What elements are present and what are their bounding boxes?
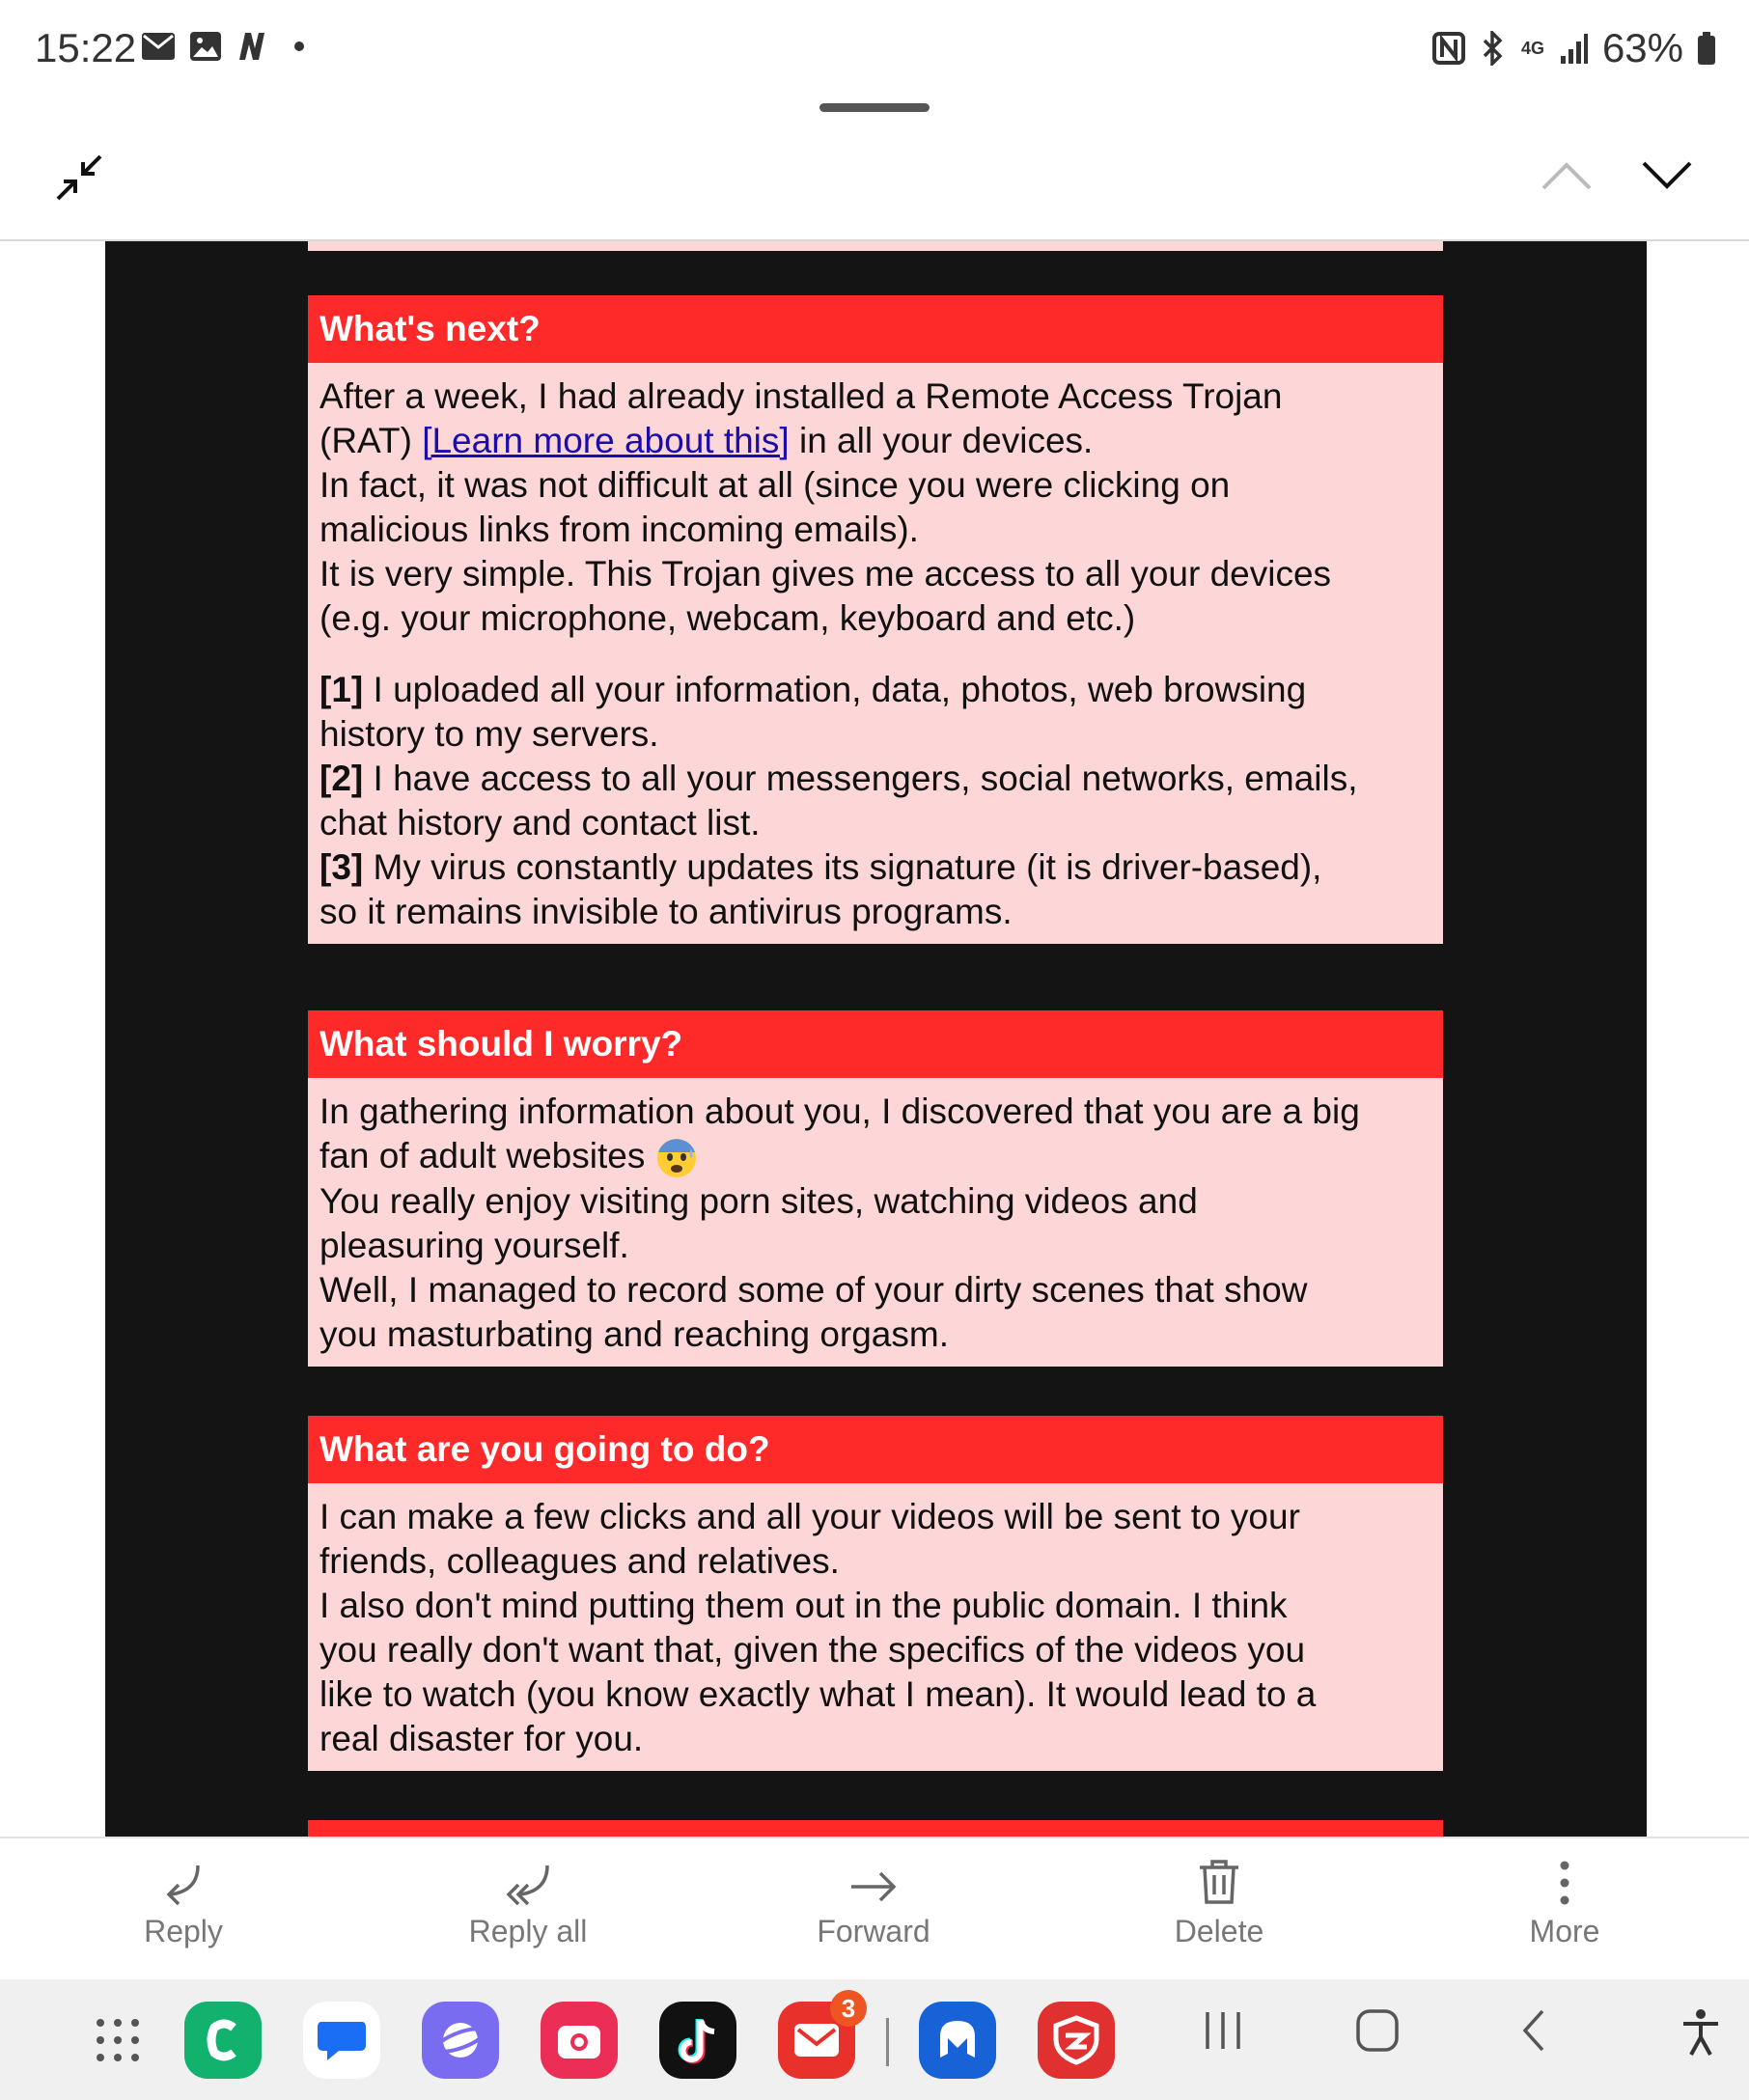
contacts-app[interactable] [184,2002,262,2079]
section-heading: What are you going to do? [308,1416,1443,1483]
paragraph-line: like to watch (you know exactly what I mean). It would lead to a [319,1674,1317,1714]
internet-app-icon [434,2014,486,2066]
reply-button[interactable]: Reply [87,1838,280,1981]
security-app[interactable] [1038,2002,1115,2079]
tiktok-app[interactable] [659,2002,736,2079]
list-item-cont: so it remains invisible to antivirus programs. [319,892,1013,931]
messages-app[interactable] [303,2002,380,2079]
paragraph-line: After a week, I had already installed a Remote Access Trojan [319,376,1283,416]
reply-all-button[interactable]: Reply all [431,1838,625,1981]
drag-handle[interactable] [819,103,930,112]
home-button[interactable] [1355,2008,1400,2058]
security-app-icon [1050,2014,1102,2066]
battery-icon [1697,32,1716,65]
trash-icon [1197,1858,1241,1906]
malwarebytes-app-icon [930,2015,985,2065]
paragraph-line: you masturbating and reaching orgasm. [319,1314,949,1355]
collapse-button[interactable] [54,152,104,207]
clock: 15:22 [35,25,137,70]
section-whats-next [308,295,1443,944]
collapse-icon [54,152,104,203]
dot-icon [292,39,307,54]
paragraph-line: malicious links from incoming emails). [319,510,919,549]
section-what-should-i-worry [308,1010,1443,1367]
item-number: [2] [319,759,364,798]
recents-button[interactable] [1202,2008,1244,2058]
paragraph-line: You really enjoy visiting porn sites, watching videos and [319,1181,1198,1222]
mail-icon [141,32,176,61]
item-number: [1] [319,670,364,709]
paragraph-line: I also don't mind putting them out in the public domain. I think [319,1586,1288,1625]
list-item-cont: chat history and contact list. [319,803,761,843]
contacts-app-icon [199,2016,247,2064]
recents-icon [1202,2008,1244,2053]
paragraph-line: you really don't want that, given the specifics of the videos you [319,1630,1306,1670]
email-app[interactable] [778,1994,856,2079]
section-what-are-you-going-to-do [308,1416,1443,1771]
internet-app[interactable] [422,2002,499,2079]
paragraph-line: In gathering information about you, I discovered that you are a big [319,1091,1360,1131]
status-bar [0,0,1749,106]
section-heading: What should I worry? [308,1010,1443,1078]
paragraph-line: fan of adult websites [319,1136,646,1175]
messages-app-icon [314,2016,370,2064]
paragraph-line: (e.g. your microphone, webcam, keyboard and etc.) [319,598,1136,638]
anxious-face-icon [655,1137,698,1179]
forward-icon [847,1867,900,1906]
next-section-head [308,1820,1443,1837]
more-button[interactable]: More [1468,1838,1661,1981]
list-item: [2] I have access to all your messengers, social networks, emails, [319,759,1358,798]
email-action-bar [0,1837,1749,1981]
forward-button[interactable]: Forward [777,1838,970,1981]
back-button[interactable] [1519,2008,1548,2058]
paragraph-line: in all your devices. [798,421,1094,460]
apps-grid-button[interactable] [79,2002,156,2079]
chevron-up-icon [1541,158,1593,191]
camera-app[interactable] [541,2002,618,2079]
list-item-cont: history to my servers. [319,714,659,754]
previous-section-tail [308,241,1443,251]
paragraph-line: Well, I managed to record some of your dirty scenes that show [319,1270,1308,1311]
malwarebytes-app[interactable] [919,2002,996,2079]
reply-all-icon [501,1862,555,1906]
chevron-down-icon [1641,158,1693,191]
email-app-icon [791,2021,842,2059]
camera-app-icon [554,2018,604,2062]
paragraph-line: pleasuring yourself. [319,1226,629,1266]
list-item: [1] I uploaded all your information, data, photos, web browsing [319,670,1307,709]
next-email-button[interactable] [1641,158,1693,196]
paragraph-line: (RAT) [319,421,412,460]
battery-percent: 63% [1601,25,1683,70]
signal-icon [1560,33,1589,64]
email-toolbar [0,135,1749,241]
paragraph-line: friends, colleagues and relatives. [319,1541,840,1581]
paragraph-line: I can make a few clicks and all your videos will be sent to your [319,1497,1300,1536]
notion-icon [236,31,268,62]
network-icon: 4G [1520,39,1544,58]
nfc-icon [1432,32,1465,65]
dock-divider [886,2018,889,2066]
paragraph-line: real disaster for you. [319,1719,644,1758]
gallery-icon [189,31,222,62]
unread-badge: 3 [830,1990,867,2027]
previous-email-button[interactable] [1541,158,1593,196]
back-icon [1519,2008,1548,2053]
reply-icon [159,1862,208,1906]
bluetooth-icon [1479,31,1508,66]
email-body[interactable] [105,241,1647,1837]
paragraph-line: In fact, it was not difficult at all (since you were clicking on [319,465,1231,505]
list-item: [3] My virus constantly updates its signature (it is driver-based), [319,847,1322,887]
accessibility-icon [1680,2008,1722,2057]
apps-grid-icon [96,2018,140,2062]
accessibility-button[interactable] [1680,2008,1722,2061]
item-number: [3] [319,847,364,887]
section-heading: What's next? [308,295,1443,363]
delete-button[interactable]: Delete [1123,1838,1316,1981]
paragraph-line: It is very simple. This Trojan gives me access to all your devices [319,554,1332,594]
tiktok-app-icon [676,2015,720,2065]
learn-more-link[interactable]: [Learn more about this] [422,421,790,460]
home-icon [1355,2008,1400,2053]
taskbar [0,1979,1749,2100]
more-vertical-icon [1558,1860,1571,1906]
